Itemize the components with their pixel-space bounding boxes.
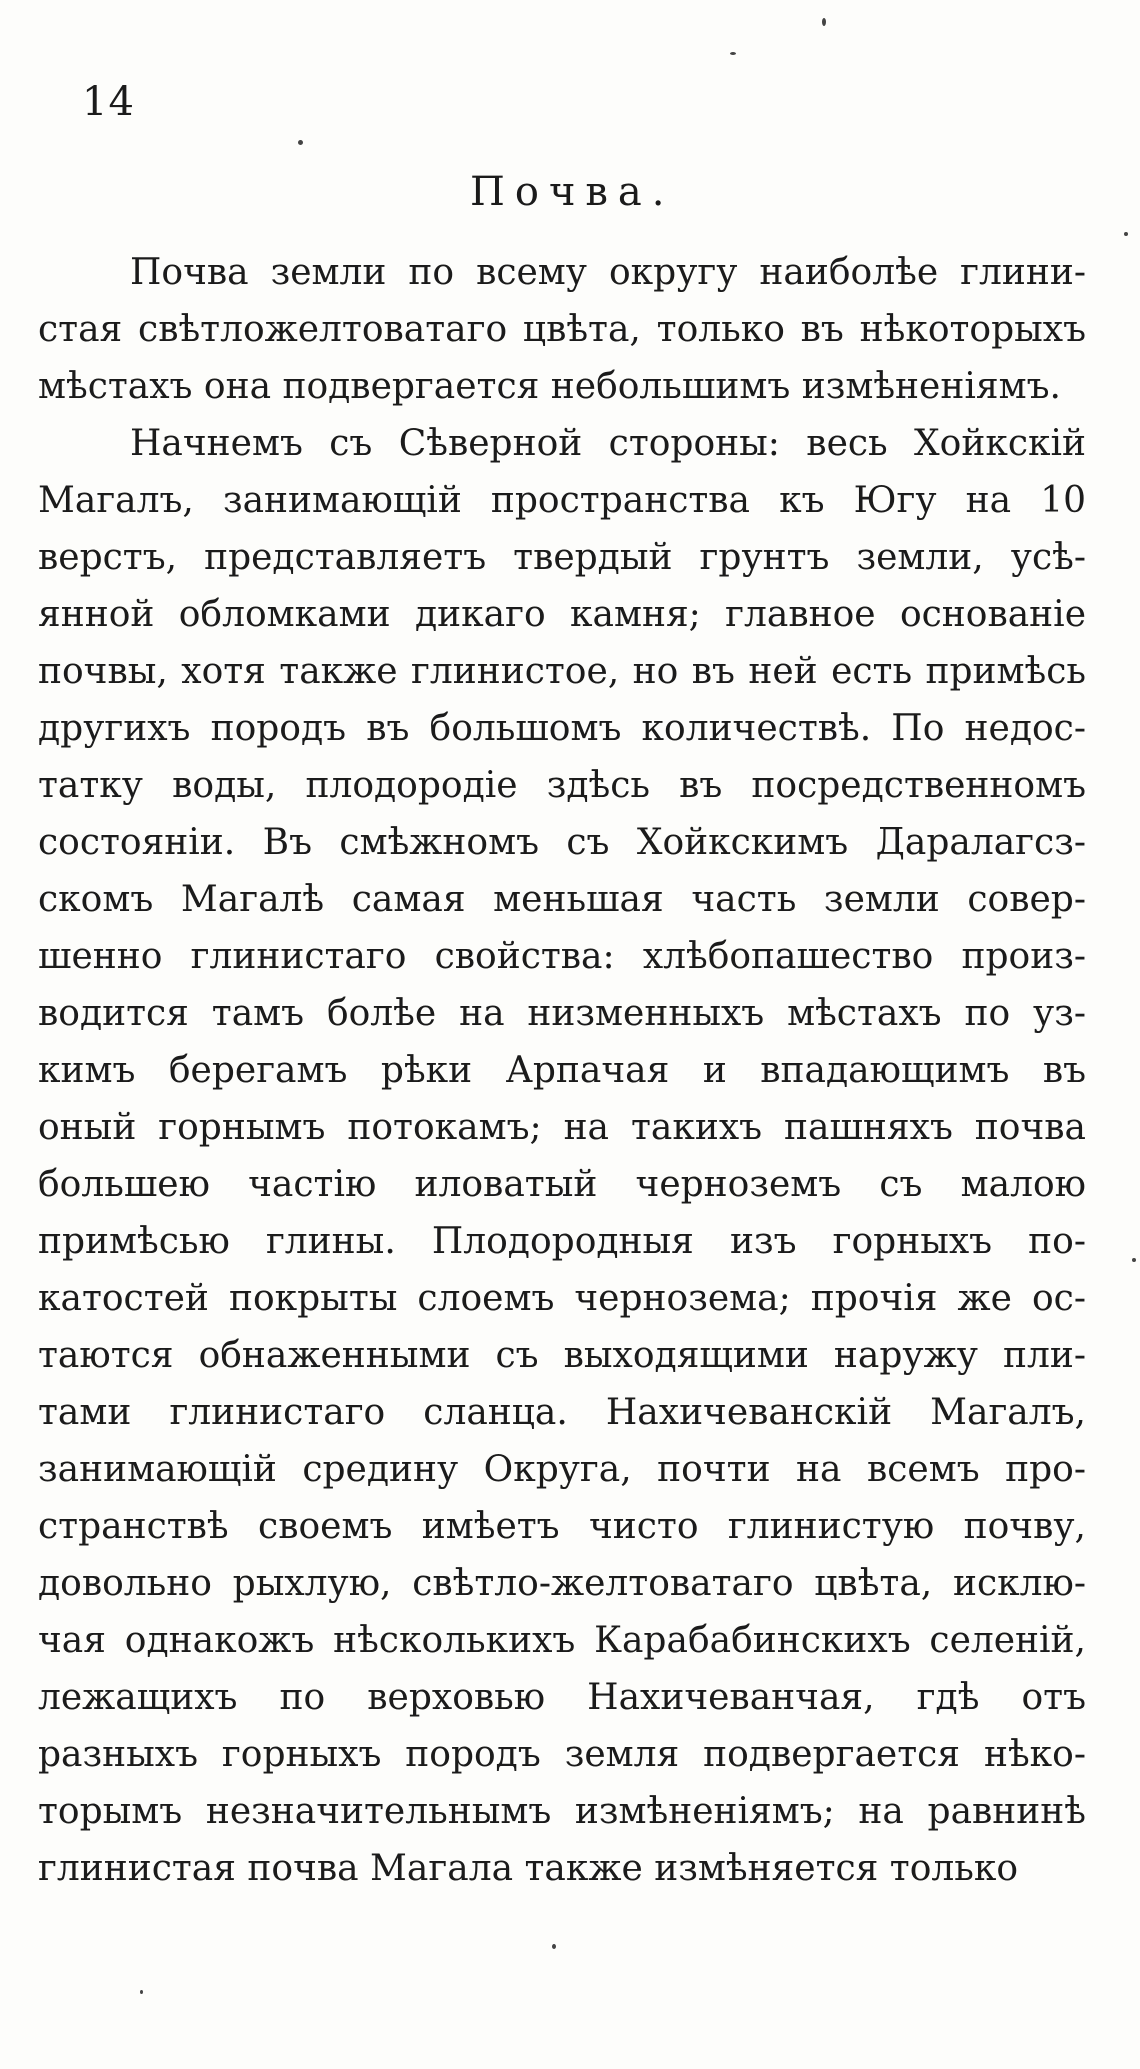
text-line: странствѣ своемъ имѣетъ чисто глинистую почву, xyxy=(38,1506,1086,1547)
text-line: почвы, хотя также глинистое, но въ ней есть примѣсь xyxy=(38,651,1086,692)
text-line: чая однакожъ нѣсколькихъ Карабабинскихъ селенiй, xyxy=(38,1620,1086,1661)
body-text xyxy=(38,244,1086,1897)
text-line: разныхъ горныхъ породъ земля подвергается нѣко- xyxy=(38,1734,1086,1775)
text-line: водится тамъ болѣе на низменныхъ мѣстахъ по уз- xyxy=(38,993,1086,1034)
scan-speck xyxy=(1124,232,1128,236)
text-line: янной обломками дикаго камня; главное основанiе xyxy=(38,594,1086,635)
text-line: тами глинистаго сланца. Нахичеванскiй Магалъ, xyxy=(38,1392,1086,1433)
scan-speck xyxy=(822,18,826,26)
text-line: шенно глинистаго свойства: хлѣбопашество произ- xyxy=(38,936,1086,977)
text-line: глинистая почва Магала также измѣняется только xyxy=(38,1848,1019,1889)
paragraph-2 xyxy=(38,415,1086,1897)
text-line: состоянiи. Въ смѣжномъ съ Хойкскимъ Даралагсз- xyxy=(38,822,1086,863)
text-line: лежащихъ по верховью Нахичеванчая, гдѣ отъ xyxy=(38,1677,1086,1718)
text-line: скомъ Магалѣ самая меньшая часть земли совер- xyxy=(38,879,1086,920)
scan-speck xyxy=(1132,1258,1136,1262)
page-number: 14 xyxy=(82,79,135,125)
text-line: Начнемъ съ Сѣверной стороны: весь Хойкскiй xyxy=(130,423,1086,464)
text-line: торымъ незначительнымъ измѣненiямъ; на равнинѣ xyxy=(38,1791,1086,1832)
text-line: стая свѣтложелтоватаго цвѣта, только въ нѣкоторыхъ xyxy=(38,309,1086,350)
scan-speck xyxy=(140,1990,143,1994)
text-line: Магалъ, занимающiй пространства къ Югу на 10 xyxy=(38,480,1086,521)
paragraph-1 xyxy=(38,244,1086,415)
text-line: другихъ породъ въ большомъ количествѣ. По недос- xyxy=(38,708,1086,749)
section-title: Почва. xyxy=(470,169,675,215)
text-line: таются обнаженными съ выходящими наружу пли- xyxy=(38,1335,1086,1376)
scan-speck xyxy=(298,140,303,145)
text-line: довольно рыхлую, свѣтло-желтоватаго цвѣта, исклю- xyxy=(38,1563,1086,1604)
text-line: занимающiй средину Округа, почти на всемъ про- xyxy=(38,1449,1086,1490)
text-line: оный горнымъ потокамъ; на такихъ пашняхъ почва xyxy=(38,1107,1086,1148)
text-line: верстъ, представляетъ твердый грунтъ земли, усѣ- xyxy=(38,537,1086,578)
text-line: кимъ берегамъ рѣки Арпачая и впадающимъ въ xyxy=(38,1050,1086,1091)
text-line: большею частiю иловатый черноземъ съ малою xyxy=(38,1164,1086,1205)
text-line: татку воды, плодородiе здѣсь въ посредственномъ xyxy=(38,765,1086,806)
text-line: примѣсью глины. Плодородныя изъ горныхъ по- xyxy=(38,1221,1086,1262)
text-line: катостей покрыты слоемъ чернозема; прочiя же ос- xyxy=(38,1278,1086,1319)
text-line: мѣстахъ она подвергается небольшимъ измѣненiямъ. xyxy=(38,366,1061,407)
scan-speck xyxy=(552,1944,556,1949)
scan-speck xyxy=(730,52,736,55)
text-line: Почва земли по всему округу наиболѣе глини- xyxy=(130,252,1086,293)
